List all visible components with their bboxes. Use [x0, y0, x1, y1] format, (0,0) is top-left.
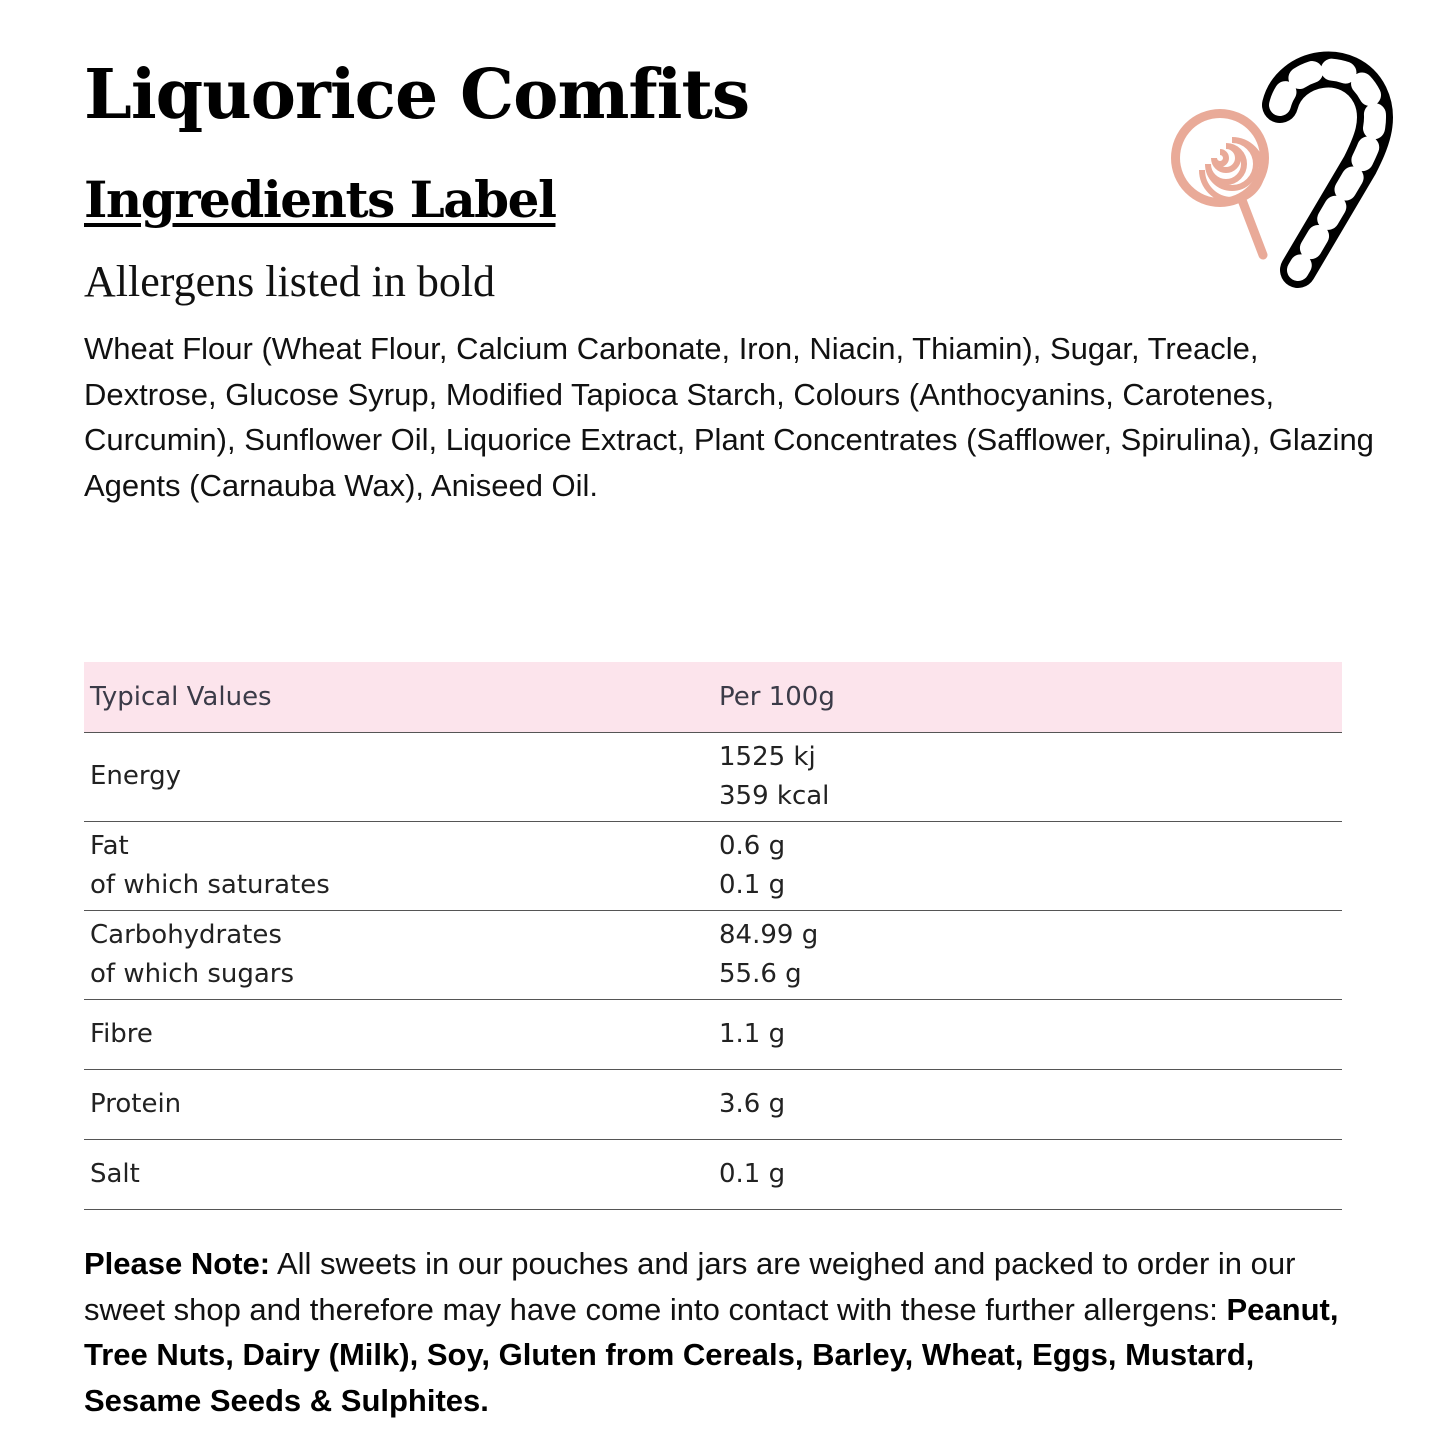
carbohydrates-value: 84.99 g — [719, 919, 819, 950]
nutrient-value: 0.1 g — [713, 1139, 1342, 1209]
sugars-label: of which sugars — [90, 958, 295, 989]
carbohydrates-label: Carbohydrates — [90, 919, 282, 950]
allergen-note: Allergens listed in bold — [84, 257, 496, 306]
energy-kj-value: 1525 kj — [719, 741, 816, 772]
lollipop-icon — [1171, 109, 1269, 255]
nutrient-value: 3.6 g — [713, 1069, 1342, 1139]
note-text: All sweets in our pouches and jars are weighed and packed to order in our sweet shop and therefore may have come into contact with these further allergens: — [84, 1246, 1296, 1327]
nutrient-label — [84, 821, 713, 910]
typical-values-header: Typical Values — [84, 662, 713, 732]
nutrition-row-energy — [84, 732, 1342, 821]
nutrition-row-salt — [84, 1139, 1342, 1209]
label-subtitle: Ingredients Label — [84, 170, 556, 229]
nutrient-label — [84, 910, 713, 999]
energy-kcal-value: 359 kcal — [719, 780, 830, 811]
per-100g-header: Per 100g — [713, 662, 1342, 732]
nutrition-table — [84, 662, 1342, 1210]
nutrition-row-fibre — [84, 999, 1342, 1069]
nutrition-header-row — [84, 662, 1342, 732]
sugars-value: 55.6 g — [719, 958, 802, 989]
nutrient-label: Salt — [84, 1139, 713, 1209]
nutrient-value: 1.1 g — [713, 999, 1342, 1069]
saturates-value: 0.1 g — [719, 869, 786, 900]
product-title: Liquorice Comfits — [84, 55, 750, 135]
allergen-warning — [84, 1241, 1374, 1423]
nutrient-value — [713, 910, 1342, 999]
candy-cane-icon — [1280, 70, 1375, 270]
further-allergens: Peanut, Tree Nuts, Dairy (Milk), Soy, Gluten from Cereals, Barley, Wheat, Eggs, Mustard, Sesame Seeds & Sulphites. — [84, 1291, 1339, 1418]
saturates-label: of which saturates — [90, 869, 330, 900]
fat-value: 0.6 g — [719, 830, 786, 861]
nutrition-row-fat — [84, 821, 1342, 910]
nutrient-value — [713, 821, 1342, 910]
nutrient-label: Protein — [84, 1069, 713, 1139]
nutrient-label: Fibre — [84, 999, 713, 1069]
nutrient-value — [713, 732, 1342, 821]
decoration-icons — [1160, 50, 1400, 290]
nutrient-label: Energy — [84, 732, 713, 821]
fat-label: Fat — [90, 830, 129, 861]
note-prefix: Please Note: — [84, 1246, 271, 1281]
ingredients-list: Wheat Flour (Wheat Flour, Calcium Carbonate, Iron, Niacin, Thiamin), Sugar, Treacle, Dextrose, Glucose Syrup, Modified Tapioca Starch, Colours (Anthocyanins, Carotenes, Curcumin), Sunflower Oil, Liquorice Extract, Plant Concentrates (Safflower, Spirulina), Glazing Agents (Carnauba Wax), Aniseed Oil. — [84, 331, 1374, 503]
nutrition-row-protein — [84, 1069, 1342, 1139]
nutrition-row-carbohydrates — [84, 910, 1342, 999]
